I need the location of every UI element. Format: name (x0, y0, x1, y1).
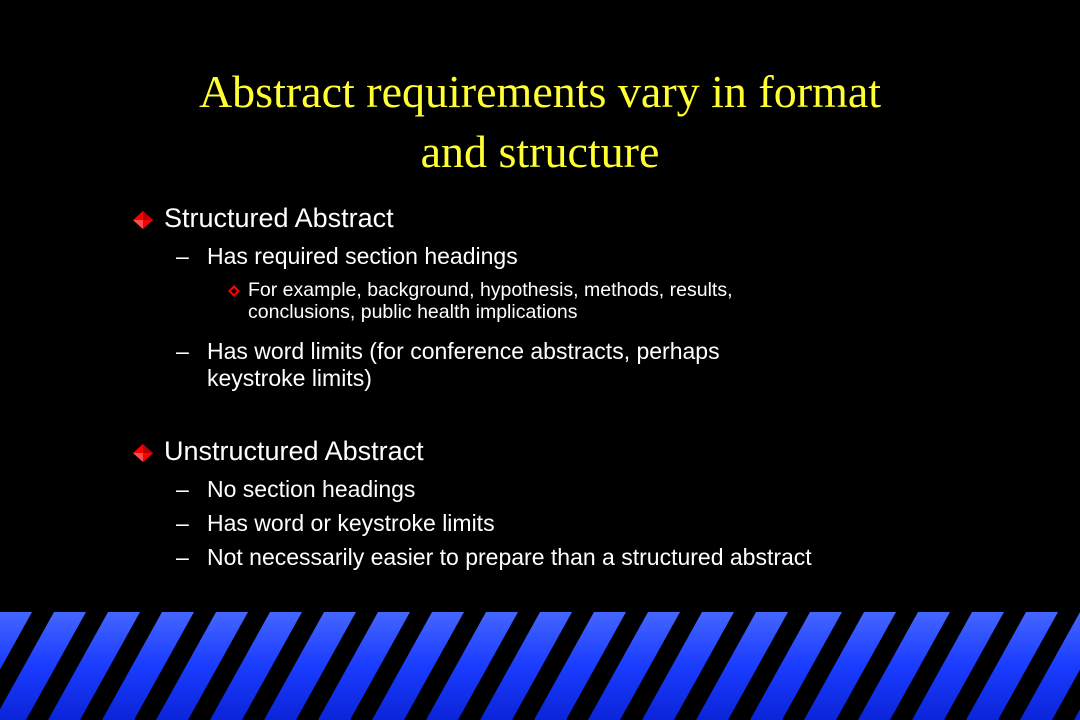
dash-text (207, 338, 987, 392)
sub-text-line-2: conclusions, public health implications (248, 301, 578, 323)
slide-title (60, 62, 1020, 182)
dash-mark: – (176, 544, 189, 570)
dash-mark: – (176, 476, 189, 502)
title-line-2: and structure (420, 126, 660, 177)
small-diamond-bullet-icon (228, 285, 240, 297)
bullet-text: Unstructured Abstract (164, 436, 424, 466)
title-line-1: Abstract requirements vary in format (198, 66, 882, 117)
dash-text: Has word or keystroke limits (207, 510, 495, 536)
diamond-bullet-icon (132, 210, 154, 230)
dash-mark: – (176, 338, 189, 364)
dash-text-line-2: keystroke limits) (207, 365, 372, 391)
dash-text: Has required section headings (207, 243, 518, 269)
dash-mark: – (176, 243, 189, 269)
decorative-stripe-band (0, 612, 1080, 720)
bullet-text: Structured Abstract (164, 203, 394, 233)
dash-text-line-1: Has word limits (for conference abstracts, perhaps (207, 338, 720, 364)
dash-text: No section headings (207, 476, 416, 502)
dash-text: Not necessarily easier to prepare than a structured abstract (207, 544, 812, 570)
diamond-bullet-icon (132, 443, 154, 463)
sub-text-line-1: For example, background, hypothesis, methods, results, (248, 279, 733, 301)
sub-text (248, 279, 948, 323)
dash-mark: – (176, 510, 189, 536)
